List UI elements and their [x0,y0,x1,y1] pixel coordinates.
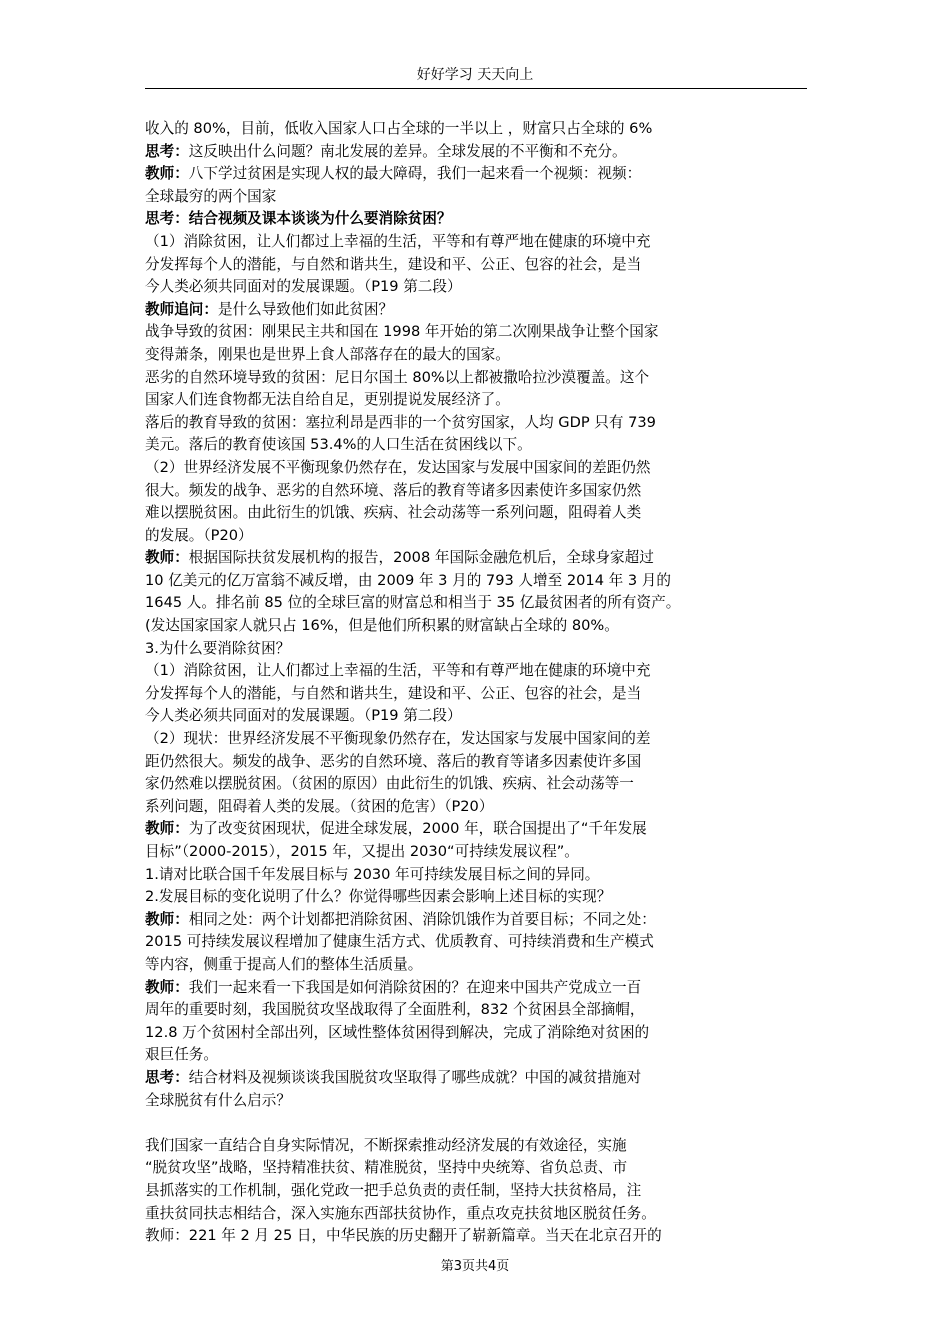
line-text: 今人类必须共同面对的发展课题。（P19 第二段） [145,707,462,725]
bold-lead: 思考： [145,142,189,160]
line-text: 县抓落实的工作机制，强化党政一把手总负责的责任制，坚持大扶贫格局，注 [145,1181,642,1199]
line-text: 变得萧条，刚果也是世界上食人部落存在的最大的国家。 [145,345,510,363]
bold-lead: 教师： [145,910,189,928]
bold-lead: 教师： [145,549,189,567]
line-text: 相同之处：两个计划都把消除贫困、消除饥饿作为首要目标；不同之处： [188,910,656,928]
line-text: 为了改变贫困现状，促进全球发展，2000 年，联合国提出了“千年发展 [188,820,647,838]
text-line [145,389,807,412]
bold-lead: 思考： [145,1068,189,1086]
text-line [145,502,807,525]
line-text: 重扶贫同扶志相结合，深入实施东西部扶贫协作，重点攻克扶贫地区脱贫任务。 [145,1204,656,1222]
line-text: 这反映出什么问题？南北发展的差异。全球发展的不平衡和不充分。 [188,142,627,160]
line-text: 战争导致的贫困：刚果民主共和国在 1998 年开始的第二次刚果战争让整个国家 [145,323,659,341]
line-text: 美元。落后的教育使该国 53.4%的人口生活在贫困线以下。 [145,436,532,454]
text-line [145,1225,807,1248]
text-line [145,864,807,887]
text-line [145,909,807,932]
line-text: 家仍然难以摆脱贫困。（贫困的原因）由此衍生的饥饿、疾病、社会动荡等一 [145,775,634,793]
line-text: 12.8 万个贫困村全部出列，区域性整体贫困得到解决，完成了消除绝对贫困的 [145,1023,650,1041]
text-line [145,367,807,390]
line-text: 结合材料及视频谈谈我国脱贫攻坚取得了哪些成就？中国的减贫措施对 [188,1068,642,1086]
line-text: 的发展。（P20） [145,526,253,544]
line-text: 等内容，侧重于提高人们的整体生活质量。 [145,955,423,973]
text-line [145,1044,807,1067]
text-line [145,321,807,344]
text-line [145,1112,807,1135]
line-text: (发达国家国家人就只占 16%，但是他们所积累的财富缺占全球的 80%。 [145,617,619,635]
line-text: （1）消除贫困，让人们都过上幸福的生活，平等和有尊严地在健康的环境中充 [145,232,651,250]
text-line [145,163,807,186]
line-text: 八下学过贫困是实现人权的最大障碍，我们一起来看一个视频：视频： [188,165,642,183]
line-text: 今人类必须共同面对的发展课题。（P19 第二段） [145,278,462,296]
text-line [145,931,807,954]
line-text: 分发挥每个人的潜能，与自然和谐共生，建设和平、公正、包容的社会，是当 [145,684,642,702]
text-line [145,434,807,457]
text-line [145,1135,807,1158]
line-text: 收入的 80%，目前，低收入国家人口占全球的一半以上 ，财富只占全球的 6% [145,120,653,137]
line-text: （2）现状：世界经济发展不平衡现象仍然存在，发达国家与发展中国家间的差 [145,730,651,748]
line-text: 系列问题，阻碍着人类的发展。（贫困的危害）（P20） [145,797,494,815]
text-line [145,773,807,796]
line-text: 10 亿美元的亿万富翁不减反增，由 2009 年 3 月的 793 人增至 2014 年 3 月的 [145,571,671,589]
text-line [145,886,807,909]
line-text: “脱贫攻坚”战略，坚持精准扶贫、精准脱贫，坚持中央统筹、省负总责、市 [145,1159,628,1177]
line-text: 国家人们连食物都无法自给自足，更别提说发展经济了。 [145,391,510,409]
text-line [145,660,807,683]
line-text: 很大。频发的战争、恶劣的自然环境、落后的教育等诸多因素使许多国家仍然 [145,481,642,499]
text-line [145,615,807,638]
line-text: 目标”（2000-2015），2015 年，又提出 2030“可持续发展议程”。 [145,843,579,860]
line-text: 2.发展目标的变化说明了什么？你觉得哪些因素会影响上述目标的实现？ [145,888,612,906]
text-line [145,592,807,615]
line-text: 恶劣的自然环境导致的贫困：尼日尔国土 80%以上都被撒哈拉沙漠覆盖。这个 [145,368,650,386]
header-divider [145,88,807,89]
text-line [145,1157,807,1180]
text-line [145,276,807,299]
line-text: 落后的教育导致的贫困：塞拉利昂是西非的一个贫穷国家，人均 GDP 只有 739 [145,413,656,431]
text-line [145,1067,807,1090]
line-text: 全球最穷的两个国家 [145,187,277,205]
text-line [145,457,807,480]
line-text: 2015 可持续发展议程增加了健康生活方式、优质教育、可持续消费和生产模式 [145,933,654,951]
line-text: 我们国家一直结合自身实际情况，不断探索推动经济发展的有效途径，实施 [145,1136,627,1154]
bold-lead: 教师： [145,820,189,838]
bold-lead: 思考：结合视频及课本谈谈为什么要消除贫困？ [145,210,452,228]
text-line [145,1022,807,1045]
text-line [145,1203,807,1226]
text-line [145,999,807,1022]
line-text: 周年的重要时刻，我国脱贫攻坚战取得了全面胜利，832 个贫困县全部摘帽， [145,1001,645,1019]
line-text: 全球脱贫有什么启示？ [145,1091,291,1109]
text-line [145,751,807,774]
line-text: 1.请对比联合国千年发展目标与 2030 年可持续发展目标之间的异同。 [145,865,600,883]
text-line [145,977,807,1000]
bold-lead: 教师追问： [145,300,218,318]
page-header: 好好学习 天天向上 [416,67,534,83]
document-body [145,118,807,1248]
line-text: 分发挥每个人的潜能，与自然和谐共生，建设和平、公正、包容的社会，是当 [145,255,642,273]
line-text: 艰巨任务。 [145,1046,218,1064]
text-line [145,344,807,367]
line-text: 难以摆脱贫困。由此衍生的饥饿、疾病、社会动荡等一系列问题，阻碍着人类 [145,504,642,522]
text-line [145,683,807,706]
line-text: 我们一起来看一下我国是如何消除贫困的？在迎来中国共产党成立一百 [188,978,642,996]
text-line [145,412,807,435]
text-line [145,254,807,277]
text-line [145,841,807,864]
bold-lead: 教师： [145,165,189,183]
text-line [145,1090,807,1113]
text-line [145,954,807,977]
line-text: 距仍然很大。频发的战争、恶劣的自然环境、落后的教育等诸多因素使许多国 [145,752,642,770]
text-line [145,186,807,209]
line-text: 教师：221 年 2 月 25 日，中华民族的历史翻开了崭新篇章。当天在北京召开的 [145,1227,662,1245]
text-line [145,638,807,661]
text-line [145,299,807,322]
text-line [145,231,807,254]
page-footer: 第3页共4页 [440,1259,510,1274]
text-line [145,547,807,570]
text-line [145,1180,807,1203]
line-text: （2）世界经济发展不平衡现象仍然存在，发达国家与发展中国家间的差距仍然 [145,458,651,476]
text-line [145,796,807,819]
line-text: （1）消除贫困，让人们都过上幸福的生活，平等和有尊严地在健康的环境中充 [145,662,651,680]
text-line [145,570,807,593]
text-line [145,728,807,751]
line-text: 根据国际扶贫发展机构的报告，2008 年国际金融危机后，全球身家超过 [188,549,654,567]
text-line [145,141,807,164]
text-line [145,480,807,503]
text-line [145,705,807,728]
text-line [145,208,807,231]
text-line [145,118,807,141]
line-text: 1645 人。排名前 85 位的全球巨富的财富总和相当于 35 亿最贫困者的所有资产。 [145,594,681,612]
text-line [145,525,807,548]
line-text: 是什么导致他们如此贫困？ [217,300,394,318]
line-text: 3.为什么要消除贫困？ [145,639,291,657]
bold-lead: 教师： [145,978,189,996]
text-line [145,818,807,841]
